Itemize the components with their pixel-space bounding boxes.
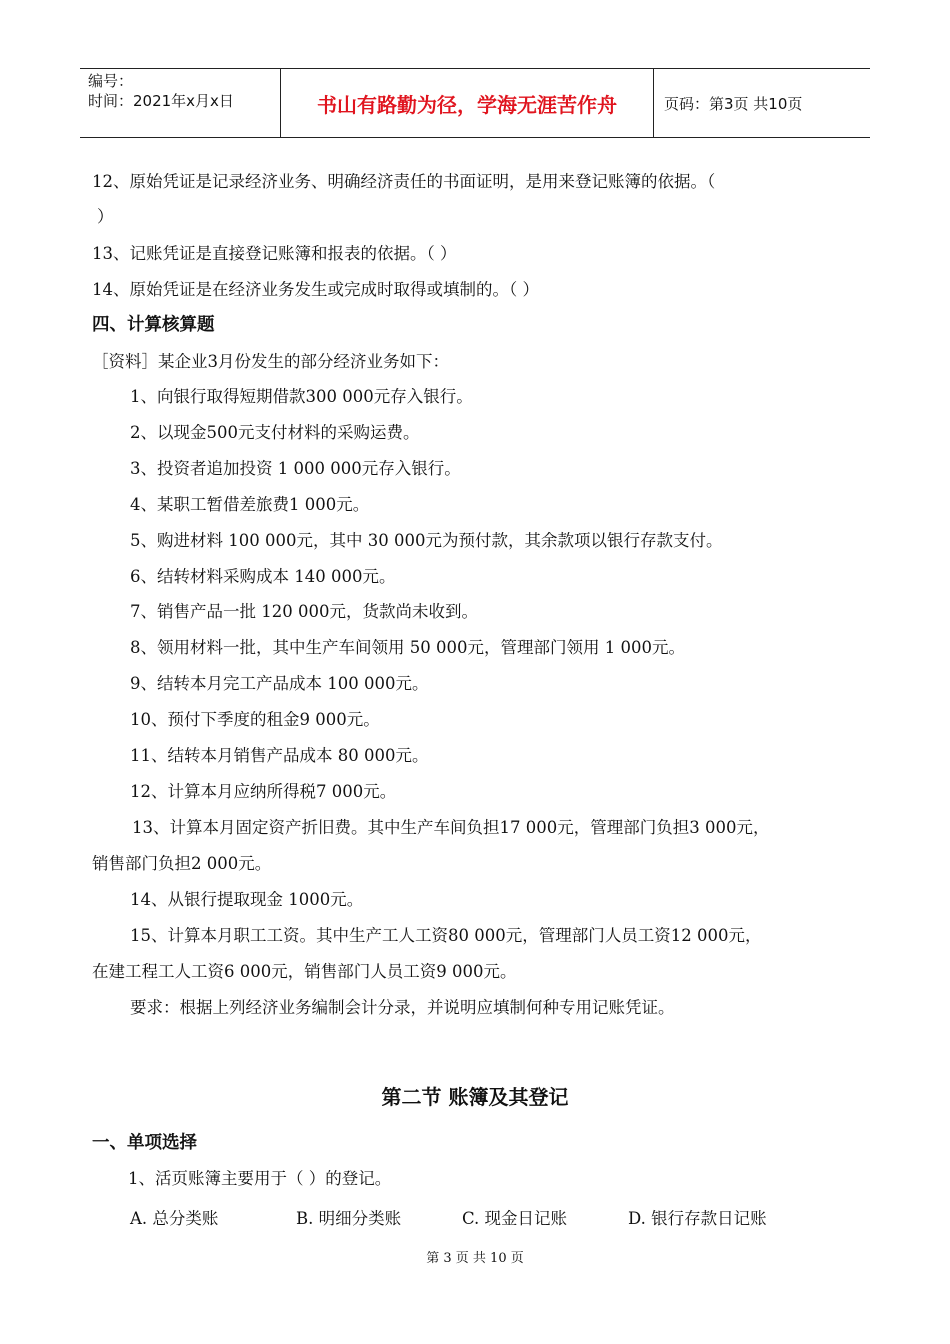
item-14: 14、从银行提取现金 1000元。 [130, 890, 364, 909]
option-b: B. 明细分类账 [296, 1209, 402, 1228]
item-15-line2: 在建工程工人工资6 000元，销售部门人员工资9 000元。 [92, 962, 517, 981]
item-6: 6、结转材料采购成本 140 000元。 [130, 567, 396, 586]
item-10: 10、预付下季度的租金9 000元。 [130, 710, 380, 729]
item-5: 5、购进材料 100 000元，其中 30 000元为预付款，其余款项以银行存款支付。 [130, 531, 723, 550]
item-1: 1、向银行取得短期借款300 000元存入银行。 [130, 387, 473, 406]
judgment-12-line2: ） [97, 207, 114, 226]
judgment-13: 13、记账凭证是直接登记账簿和报表的依据。（ ） [92, 244, 457, 263]
item-8: 8、领用材料一批，其中生产车间领用 50 000元，管理部门领用 1 000元。 [130, 638, 685, 657]
item-12: 12、计算本月应纳所得税7 000元。 [130, 782, 397, 801]
requirement: 要求：根据上列经济业务编制会计分录，并说明应填制何种专用记账凭证。 [130, 998, 675, 1017]
item-11: 11、结转本月销售产品成本 80 000元。 [130, 746, 429, 765]
time-label: 时间：2021年x月x日 [88, 92, 234, 110]
item-13-line2: 销售部门负担2 000元。 [92, 854, 272, 873]
judgment-14: 14、原始凭证是在经济业务发生或完成时取得或填制的。（ ） [92, 280, 539, 299]
page-footer: 第 3 页 共 10 页 [426, 1251, 524, 1266]
item-13-line1: 13、计算本月固定资产折旧费。其中生产车间负担17 000元，管理部门负担3 000元， [132, 818, 770, 837]
item-9: 9、结转本月完工产品成本 100 000元。 [130, 674, 429, 693]
item-7: 7、销售产品一批 120 000元，货款尚未收到。 [130, 602, 478, 621]
item-15-line1: 15、计算本月职工工资。其中生产工人工资80 000元，管理部门人员工资12 000元， [130, 926, 762, 945]
judgment-12-line1: 12、原始凭证是记录经济业务、明确经济责任的书面证明，是用来登记账簿的依据。（ [92, 172, 716, 191]
header-meta [80, 69, 280, 137]
material-intro: ［资料］某企业3月份发生的部分经济业务如下： [92, 352, 449, 371]
page-header [80, 68, 870, 138]
item-3: 3、投资者追加投资 1 000 000元存入银行。 [130, 459, 461, 478]
page-info: 页码：第3页 共10页 [664, 94, 803, 113]
calc-heading: 四、计算核算题 [92, 315, 215, 335]
motto: 书山有路勤为径，学海无涯苦作舟 [280, 69, 654, 137]
single-choice-heading: 一、单项选择 [92, 1133, 197, 1153]
option-d: D. 银行存款日记账 [628, 1209, 767, 1228]
option-c: C. 现金日记账 [462, 1209, 568, 1228]
option-a: A. 总分类账 [130, 1209, 219, 1228]
section-title: 第二节 账簿及其登记 [381, 1085, 569, 1109]
question-1: 1、活页账簿主要用于（ ）的登记。 [128, 1169, 392, 1188]
item-4: 4、某职工暂借差旅费1 000元。 [130, 495, 370, 514]
code-label: 编号： [88, 72, 134, 90]
item-2: 2、以现金500元支付材料的采购运费。 [130, 423, 420, 442]
